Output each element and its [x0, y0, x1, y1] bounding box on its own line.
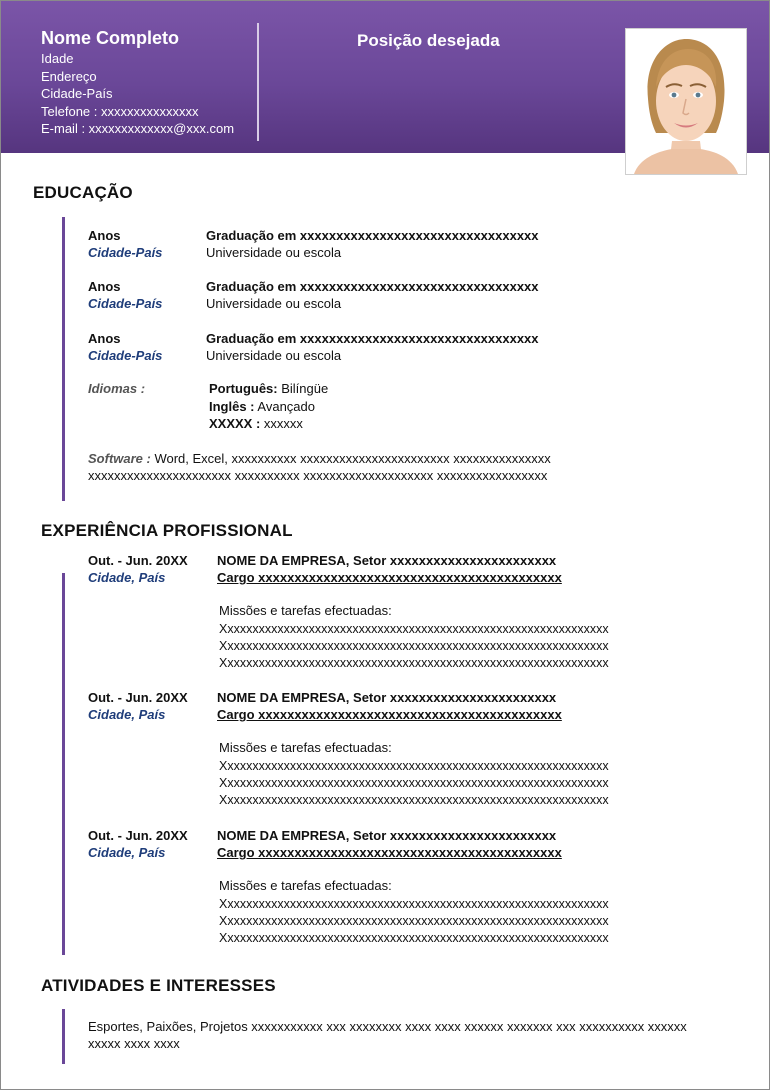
job-tasks-title: Missões e tarefas efectuadas: [219, 603, 392, 618]
education-school: Universidade ou escola [206, 348, 342, 363]
age: Idade [41, 51, 74, 66]
experience-accent-bar [62, 573, 65, 955]
job-period: Out. - Jun. 20XX [88, 828, 188, 843]
education-degree: Graduação em xxxxxxxxxxxxxxxxxxxxxxxxxxxxxxxxx [206, 331, 539, 346]
phone: Telefone : xxxxxxxxxxxxxxx [41, 103, 199, 119]
job-task: Xxxxxxxxxxxxxxxxxxxxxxxxxxxxxxxxxxxxxxxxxxxxxxxxxxxxxxxxxxxxxx [219, 622, 609, 636]
header-divider [257, 23, 259, 141]
job-task: Xxxxxxxxxxxxxxxxxxxxxxxxxxxxxxxxxxxxxxxxxxxxxxxxxxxxxxxxxxxxxx [219, 776, 609, 790]
education-degree: Graduação em xxxxxxxxxxxxxxxxxxxxxxxxxxxxxxxxx [206, 228, 539, 243]
email: E-mail : xxxxxxxxxxxxx@xxx.com [41, 121, 235, 136]
language-level: Avançado [254, 398, 315, 414]
job-city: Cidade, País [88, 707, 166, 722]
education-city: Cidade-País [88, 296, 163, 311]
address: Endereço [41, 68, 97, 84]
profile-photo [625, 28, 747, 175]
job-role: Cargo xxxxxxxxxxxxxxxxxxxxxxxxxxxxxxxxxxxxxxxxxx [217, 570, 562, 585]
job-role: Cargo xxxxxxxxxxxxxxxxxxxxxxxxxxxxxxxxxxxxxxxxxx [217, 707, 562, 722]
language-item [209, 380, 328, 398]
languages-list [209, 380, 328, 433]
job-tasks-title: Missões e tarefas efectuadas: [219, 878, 392, 893]
experience-heading: EXPERIÊNCIA PROFISSIONAL [41, 521, 293, 540]
education-city: Cidade-País [88, 245, 163, 260]
job-city: Cidade, País [88, 570, 166, 585]
job-company: NOME DA EMPRESA, Setor xxxxxxxxxxxxxxxxxxxxxxx [217, 828, 557, 843]
job-company: NOME DA EMPRESA, Setor xxxxxxxxxxxxxxxxxxxxxxx [217, 553, 557, 568]
job-task: Xxxxxxxxxxxxxxxxxxxxxxxxxxxxxxxxxxxxxxxxxxxxxxxxxxxxxxxxxxxxxx [219, 639, 609, 653]
language-name: Inglês : [209, 398, 255, 414]
job-task: Xxxxxxxxxxxxxxxxxxxxxxxxxxxxxxxxxxxxxxxxxxxxxxxxxxxxxxxxxxxxxx [219, 931, 609, 945]
job-task: Xxxxxxxxxxxxxxxxxxxxxxxxxxxxxxxxxxxxxxxxxxxxxxxxxxxxxxxxxxxxxx [219, 759, 609, 773]
language-item [209, 398, 328, 416]
language-name: Português: [209, 381, 278, 396]
portrait-image [626, 29, 746, 174]
job-period: Out. - Jun. 20XX [88, 553, 188, 568]
desired-position: Posição desejada [357, 31, 500, 50]
languages-label: Idiomas : [88, 381, 146, 396]
job-city: Cidade, País [88, 845, 166, 860]
job-company: NOME DA EMPRESA, Setor xxxxxxxxxxxxxxxxxxxxxxx [217, 690, 557, 705]
education-years: Anos [88, 228, 121, 243]
education-city: Cidade-País [88, 348, 163, 363]
education-degree: Graduação em xxxxxxxxxxxxxxxxxxxxxxxxxxxxxxxxx [206, 279, 539, 294]
education-school: Universidade ou escola [206, 296, 342, 311]
job-task: Xxxxxxxxxxxxxxxxxxxxxxxxxxxxxxxxxxxxxxxxxxxxxxxxxxxxxxxxxxxxxx [219, 914, 609, 928]
job-task: Xxxxxxxxxxxxxxxxxxxxxxxxxxxxxxxxxxxxxxxxxxxxxxxxxxxxxxxxxxxxxx [219, 656, 609, 670]
city-country: Cidade-País [41, 86, 113, 101]
software-label: Software : [88, 451, 151, 466]
full-name: Nome Completo [41, 28, 180, 48]
education-heading: EDUCAÇÃO [33, 183, 133, 202]
interests-accent-bar [62, 1009, 65, 1064]
job-task: Xxxxxxxxxxxxxxxxxxxxxxxxxxxxxxxxxxxxxxxxxxxxxxxxxxxxxxxxxxxxxx [219, 897, 609, 911]
language-name: XXXXX : [209, 416, 261, 431]
contact-block [41, 27, 234, 138]
job-task: Xxxxxxxxxxxxxxxxxxxxxxxxxxxxxxxxxxxxxxxxxxxxxxxxxxxxxxxxxxxxxx [219, 793, 609, 807]
language-item [209, 415, 328, 433]
software-block [88, 450, 648, 484]
software-text: Word, Excel, xxxxxxxxxx xxxxxxxxxxxxxxxxxxxxxxx xxxxxxxxxxxxxxx xxxxxxxxxxxxxxxxxxxxxx xxxxxxxxxx xxxxxxxxxxxxxxxxxxxx xxxxxxxxxxxxxxxxx [88, 451, 551, 483]
interests-heading: ATIVIDADES E INTERESSES [41, 976, 276, 995]
job-period: Out. - Jun. 20XX [88, 690, 188, 705]
education-school: Universidade ou escola [206, 245, 342, 260]
education-years: Anos [88, 279, 121, 294]
education-years: Anos [88, 331, 121, 346]
job-role: Cargo xxxxxxxxxxxxxxxxxxxxxxxxxxxxxxxxxxxxxxxxxx [217, 845, 562, 860]
language-level: xxxxxx [260, 416, 303, 431]
language-level: Bilíngüe [277, 381, 329, 396]
job-tasks-title: Missões e tarefas efectuadas: [219, 740, 392, 755]
interests-text: Esportes, Paixões, Projetos xxxxxxxxxxx xxx xxxxxxxx xxxx xxxx xxxxxx xxxxxxx xxx xxxxxxxxxx xxxxxx xxxxx xxxx xxxx [88, 1019, 687, 1051]
education-accent-bar [62, 217, 65, 501]
